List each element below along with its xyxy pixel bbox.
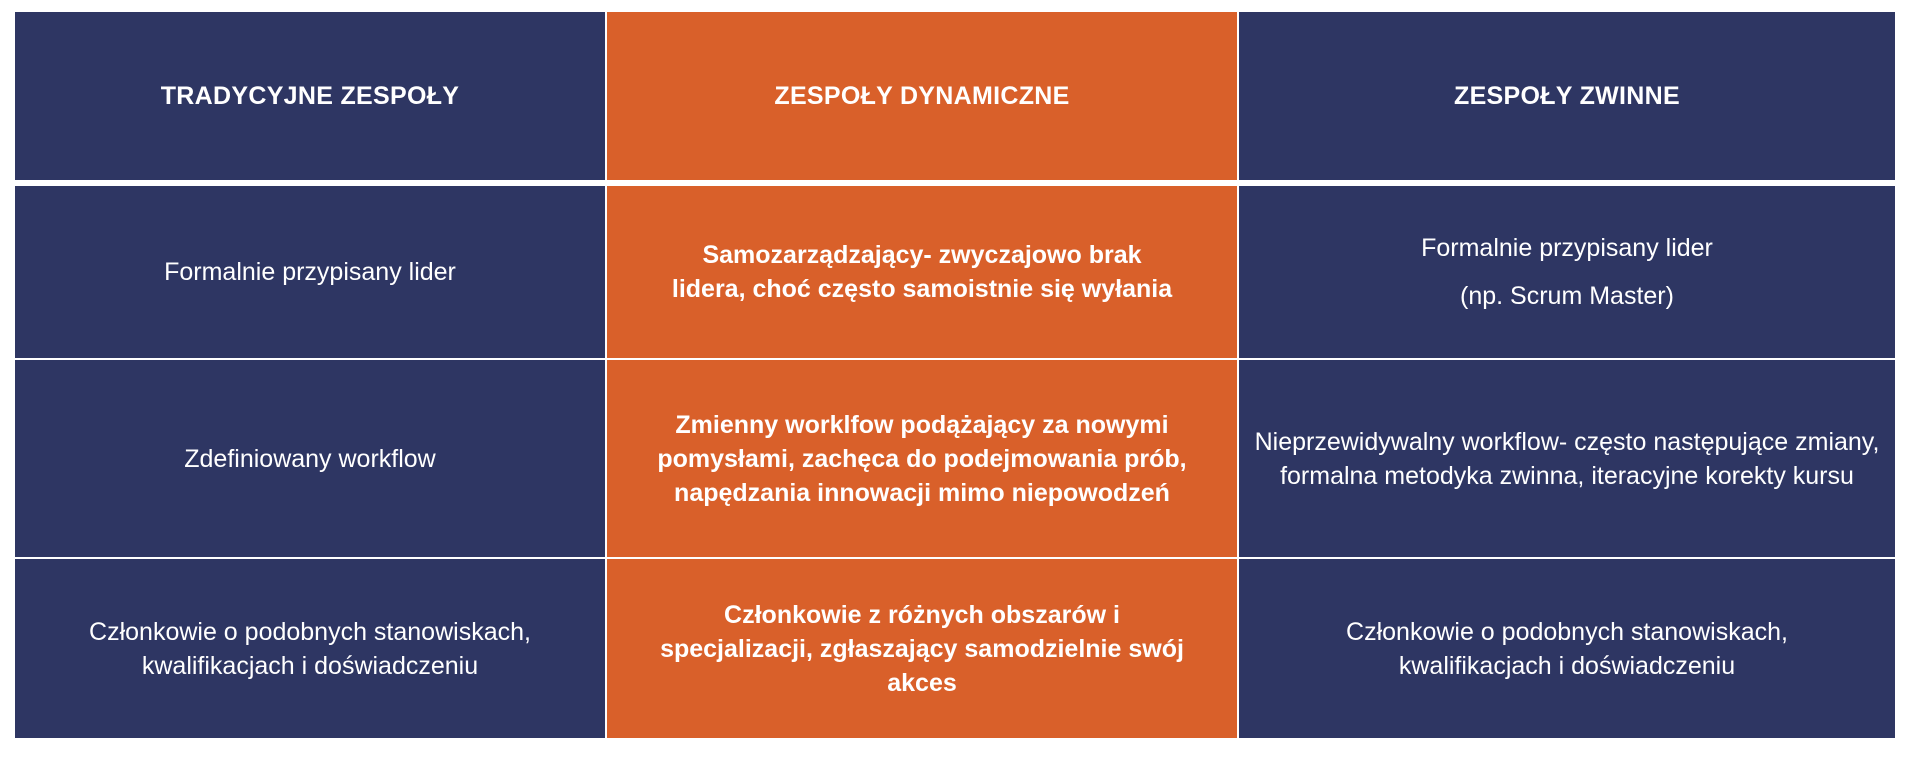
- comparison-table: [15, 12, 1895, 738]
- row-workflow-agile: [1239, 360, 1895, 557]
- cell-lines: [1421, 231, 1713, 313]
- row-workflow-dynamic: [607, 360, 1237, 557]
- row-leadership-agile: [1239, 182, 1895, 358]
- header-agile-label: ZESPOŁY ZWINNE: [1454, 82, 1680, 110]
- cell-text: Zmienny worklfow podążający za nowymi pomysłami, zachęca do podejmowania prób, napędzania innowacji mimo niepowodzeń: [657, 410, 1187, 507]
- header-dynamic-teams: [607, 12, 1237, 180]
- header-agile-teams: [1239, 12, 1895, 180]
- cell-text: Członkowie o podobnych stanowiskach, kwalifikacjach i doświadczeniu: [89, 617, 531, 680]
- row-leadership-traditional: [15, 182, 605, 358]
- cell-text: Członkowie z różnych obszarów i specjalizacji, zgłaszający samodzielnie swój akces: [660, 600, 1184, 697]
- row-members-dynamic: [607, 559, 1237, 738]
- header-traditional-teams: [15, 12, 605, 180]
- cell-text: Członkowie o podobnych stanowiskach, kwalifikacjach i doświadczeniu: [1346, 617, 1788, 680]
- row-workflow-traditional: [15, 360, 605, 557]
- cell-text-line1: Formalnie przypisany lider: [1421, 234, 1713, 262]
- row-members-traditional: [15, 559, 605, 738]
- header-dynamic-label: ZESPOŁY DYNAMICZNE: [774, 82, 1070, 110]
- header-traditional-label: TRADYCYJNE ZESPOŁY: [160, 82, 460, 110]
- cell-text: Nieprzewidywalny workflow- często następujące zmiany, formalna metodyka zwinna, iteracyjne korekty kursu: [1254, 427, 1880, 490]
- cell-text-line2: (np. Scrum Master): [1460, 282, 1674, 310]
- row-members-agile: [1239, 559, 1895, 738]
- cell-text: Zdefiniowany workflow: [184, 444, 436, 473]
- cell-text: Samozarządzający- zwyczajowo brak lidera, choć często samoistnie się wyłania: [671, 241, 1173, 303]
- row-leadership-dynamic: [607, 182, 1237, 358]
- cell-text: Formalnie przypisany lider: [164, 258, 456, 286]
